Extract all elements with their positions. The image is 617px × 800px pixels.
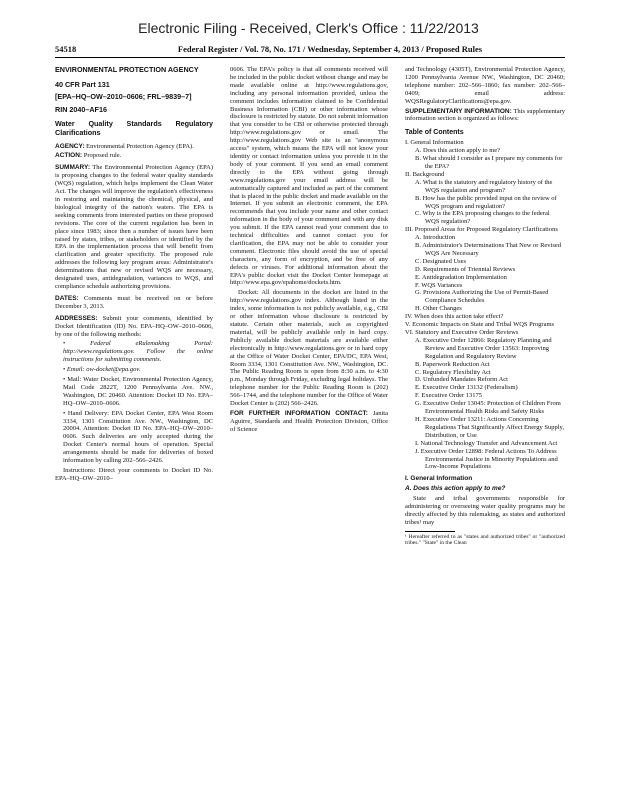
toc-entry: A. Introduction (415, 234, 456, 242)
toc-entry: VI. Statutory and Executive Order Reviews (405, 329, 519, 336)
toc-entry: III. Proposed Areas for Proposed Regulatory Clarifications (405, 226, 558, 234)
paragraph: 0606. The EPA's policy is that all comments received will be included in the public docket without change and may be made available online at http://www.regulations.gov, including any personal information provided, unless the comment includes information claimed to be Confidential Business Information (CBI) or other information whose disclosure is restricted by statute. Do not submit information that you consider to be CBI or otherwise protected through http://www.regulations.gov or email. The http://www.regulations.gov Web site is an "anonymous access" system, which means the EPA will not know your identity or contact information unless you provide it in the body of your comment. If you send an email comment directly to the EPA without going through www.regulations.gov your email address will be automatically captured and included as part of the comment that is placed in the public docket and made available on the Internet. If you submit an electronic comment, the EPA recommends that you include your name and other contact information in the body of your comment and with any disk you submit. If the EPA cannot read your comment due to technical difficulties and cannot contact you for clarification, the EPA may not be able to consider your comment. Electronic files should avoid the use of special characters, any form of encryption, and be free of any defects or viruses. For additional information about the EPA's public docket visit the Docket Center homepage at http://www.epa.gov/epahome/dockets.htm. (230, 66, 388, 287)
toc-entry: C. Regulatory Flexibility Act (415, 368, 491, 376)
toc-entry: H. Other Changes (415, 305, 462, 313)
rin: RIN 2040–AF16 (55, 104, 107, 114)
filing-stamp: Electronic Filing - Received, Clerk's Office : 11/22/2013 (138, 20, 479, 36)
toc-entry: B. What should I consider as I prepare my comments for the EPA? (415, 155, 563, 170)
running-header (55, 44, 565, 54)
instructions: Instructions: Direct your comments to Docket ID No. EPA–HQ–OW–2010– (55, 467, 213, 482)
running-title: Federal Register / Vol. 78, No. 171 / Wednesday, September 4, 2013 / Proposed Rules (177, 44, 483, 54)
toc-entry: A. Does this action apply to me? (415, 147, 501, 155)
rule-title: Water Quality Standards Regulatory Clarifications (55, 119, 213, 137)
toc-entry: II. Background (405, 170, 445, 178)
column-2 (230, 66, 388, 786)
paragraph: and Technology (4305T), Environmental Protection Agency, 1200 Pennsylvania Avenue NW., Washington, DC 20460; telephone number: 202–566–1860; fax number: 202–566–0409; email address: WQSRegulatoryClarifications@epa.gov. (405, 66, 565, 105)
table-of-contents (405, 139, 565, 471)
toc-entry: A. What is the statutory and regulatory history of the WQS regulation and program? (415, 178, 553, 194)
cfr-part: 40 CFR Part 131 (55, 79, 110, 89)
action-block: ACTION: Proposed rule. (55, 152, 122, 160)
footnote: ¹ Hereafter referred to as "states and authorized tribes" or "authorized tribes." "State" in the Clean (405, 533, 565, 547)
list-item: • Federal eRulemaking Portal: http://www.regulations.gov. Follow the online instructions for submitting comments. (63, 340, 213, 364)
toc-entry: A. Executive Order 12866: Regulatory Planning and Review and Executive Order 13563: Improving Regulation and Regulatory Review (415, 336, 552, 360)
agency-block: AGENCY: Environmental Protection Agency (EPA). (55, 142, 194, 150)
contact-block: FOR FURTHER INFORMATION CONTACT: Janita Aguirre, Standards and Health Protection Division, Office of Science (230, 409, 388, 433)
toc-entry: IV. When does this action take effect? (405, 313, 504, 321)
addresses-block: ADDRESSES: Submit your comments, identified by Docket Identification (ID) No. EPA–HQ–OW–2010–0606, by one of the following methods: (55, 314, 213, 338)
agency-name: ENVIRONMENTAL PROTECTION AGENCY (55, 66, 199, 74)
column-3 (405, 66, 565, 786)
dates-block: DATES: Comments must be received on or before December 3, 2013. (55, 294, 213, 310)
paragraph: State and tribal governments responsible for administering or overseeing water quality programs may be directly affected by this rulemaking, as states and authorized tribes¹ may (405, 495, 565, 526)
toc-entry: G. Executive Order 13045: Protection of Children From Environmental Health Risks and Safety Risks (415, 400, 561, 416)
section-heading: I. General Information (405, 475, 473, 483)
toc-entry: B. Paperwork Reduction Act (415, 360, 490, 368)
summary-block: SUMMARY: The Environmental Protection Agency (EPA) is proposing changes to the federal water quality standards (WQS) regulation, which helps implement the Clean Water Act. The changes will improve the regulation's effectiveness in restoring and maintaining the chemical, physical, and biological integrity of the nation's waters. The EPA is seeking comments from interested parties on these proposed revisions. The core of the current regulation has been in place since 1983; since then a number of issues have been raised by states, tribes, or stakeholders or identified by the EPA in the implementation process that will benefit from clarification and greater specificity. The proposed rule addresses the following key program areas: Administrator's determinations that new or revised WQS are necessary, designated uses, antidegradation, variances to WQS, and compliance schedule authorizing provisions. (55, 164, 213, 290)
toc-entry: I. National Technology Transfer and Advancement Act (415, 439, 558, 447)
toc-entry: V. Economic Impacts on State and Tribal WQS Programs (405, 321, 555, 329)
column-1 (55, 66, 213, 786)
toc-entry: C. Why is the EPA proposing changes to the federal WQS regulation? (415, 210, 550, 226)
supplementary-block: SUPPLEMENTARY INFORMATION: This supplementary information section is organized as follows: (405, 107, 565, 123)
toc-entry: G. Provisions Authorizing the Use of Permit-Based Compliance Schedules (415, 289, 549, 305)
toc-entry: F. Executive Order 13175 (415, 392, 482, 400)
docket-line: [EPA–HQ–OW–2010–0606; FRL–9839–7] (55, 92, 192, 102)
footnote-rule (405, 531, 455, 532)
header-rule (55, 57, 565, 58)
toc-entry: J. Executive Order 12898: Federal Actions To Address Environmental Justice in Minority Populations and Low-Income Populations (415, 447, 558, 471)
question-heading: A. Does this action apply to me? (405, 485, 506, 493)
toc-entry: C. Designated Uses (415, 257, 467, 265)
list-item: • Hand Delivery: EPA Docket Center, EPA West Room 3334, 1301 Constitution Ave. NW., Washington, DC 20004. Attention: Docket ID No. EPA–HQ–OW–2010–0606. Such deliveries are only accepted during the Docket Center's normal hours of operation. Special arrangements should be made for deliveries of boxed information by calling 202–566–2426. (63, 409, 213, 465)
page-number: 54518 (55, 44, 77, 54)
toc-entry: I. General Information (405, 139, 464, 147)
toc-entry: F. WQS Variances (415, 281, 463, 289)
toc-entry: H. Executive Order 13211: Actions Concerning Regulations That Significantly Affect Energy Supply, Distribution, or Use (415, 415, 564, 439)
paragraph: Docket: All documents in the docket are listed in the http://www.regulations.gov index. Although listed in the index, some information is not publicly available, e.g., CBI or other information whose disclosure is restricted by statute. Certain other materials, such as copyrighted material, will be publicly available only in hard copy. Publicly available docket materials are available either electronically in http://www.regulations.gov or in hard copy at the Office of Water Docket Center, EPA/DC, EPA West, Room 3334, 1301 Constitution Ave. NW., Washington, DC. The Public Reading Room is open from 8:30 a.m. to 4:30 p.m., Monday through Friday, excluding legal holidays. The telephone number for the Public Reading Room is (202) 566–1744, and the telephone number for the Office of Water Docket Center is (202) 566–2426. (230, 289, 388, 408)
toc-entry: E. Antidegradation Implementation (415, 273, 507, 281)
toc-entry: E. Executive Order 13132 (Federalism) (415, 384, 518, 392)
toc-entry: B. Administrator's Determinations That New or Revised WQS Are Necessary (415, 242, 562, 257)
toc-entry: D. Requirements of Triennial Reviews (415, 265, 516, 273)
list-item: • Email: ow-docket@epa.gov. (63, 366, 141, 374)
list-item: • Mail: Water Docket, Environmental Protection Agency, Mail Code 2822T, 1200 Pennsylvania Ave. NW., Washington, DC 20460. Attention: Docket ID No. EPA–HQ–OW–2010–0606. (63, 376, 213, 407)
toc-entry: D. Unfunded Mandates Reform Act (415, 376, 508, 384)
toc-title: Table of Contents (405, 129, 464, 137)
toc-entry: B. How has the public provided input on the review of WQS program and regulation? (415, 194, 557, 210)
